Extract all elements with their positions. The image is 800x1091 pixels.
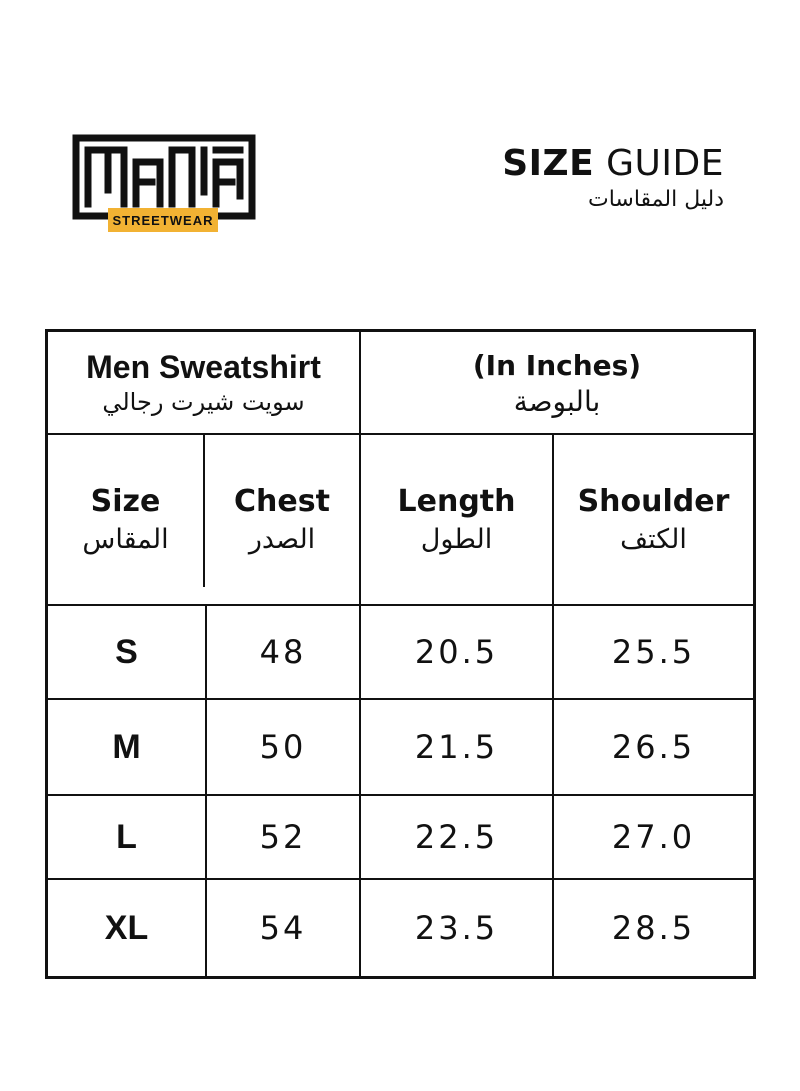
table-row-l-size: L	[116, 817, 137, 856]
col-header-shoulder	[554, 435, 753, 604]
table-row-m-size: M	[112, 727, 141, 766]
col-header-length-ar: الطول	[420, 523, 493, 555]
table-row-s-chest: 48	[259, 633, 307, 671]
size-guide-title	[502, 142, 724, 186]
maniac-logo-mark	[72, 134, 256, 238]
table-row-xl-chest: 54	[259, 909, 307, 947]
table-row-xl-size: XL	[104, 908, 149, 947]
brand-tagline-text: STREETWEAR	[112, 213, 214, 228]
table-row-s-shoulder: 25.5	[611, 633, 696, 671]
col-header-size-ar: المقاس	[82, 523, 169, 555]
table-row-m-shoulder: 26.5	[611, 728, 696, 766]
col-header-chest-ar: الصدر	[248, 523, 316, 555]
unit-ar: بالبوصة	[513, 384, 601, 418]
col-header-chest	[205, 435, 359, 604]
title-rest: GUIDE	[594, 143, 724, 184]
table-row-l-length: 22.5	[414, 818, 499, 856]
size-guide-header	[502, 142, 724, 214]
size-guide-subtitle: دليل المقاسات	[587, 187, 724, 212]
col-header-size-en: Size	[90, 483, 161, 519]
col-header-shoulder-ar: الكتف	[620, 523, 687, 555]
table-row-xl-length: 23.5	[414, 909, 499, 947]
col-header-chest-en: Chest	[234, 483, 330, 519]
table-row-l-chest: 52	[259, 818, 307, 856]
unit-en: (In Inches)	[472, 348, 642, 382]
brand-logo	[72, 134, 256, 238]
col-header-length	[361, 435, 552, 604]
product-title-cell	[48, 332, 359, 433]
product-title-ar: سويت شيرت رجالي	[102, 387, 305, 416]
product-title-en: Men Sweatshirt	[86, 348, 321, 385]
table-row-l-shoulder: 27.0	[611, 818, 696, 856]
table-row-m-length: 21.5	[414, 728, 499, 766]
table-row-s-size: S	[115, 632, 138, 671]
col-header-length-en: Length	[397, 483, 516, 519]
size-table	[45, 329, 756, 979]
table-row-m-chest: 50	[259, 728, 307, 766]
table-row-xl-shoulder: 28.5	[611, 909, 696, 947]
title-bold: SIZE	[502, 143, 595, 184]
col-header-shoulder-en: Shoulder	[577, 483, 730, 519]
unit-cell	[361, 332, 753, 433]
table-row-s-length: 20.5	[414, 633, 499, 671]
col-header-size	[48, 435, 203, 604]
